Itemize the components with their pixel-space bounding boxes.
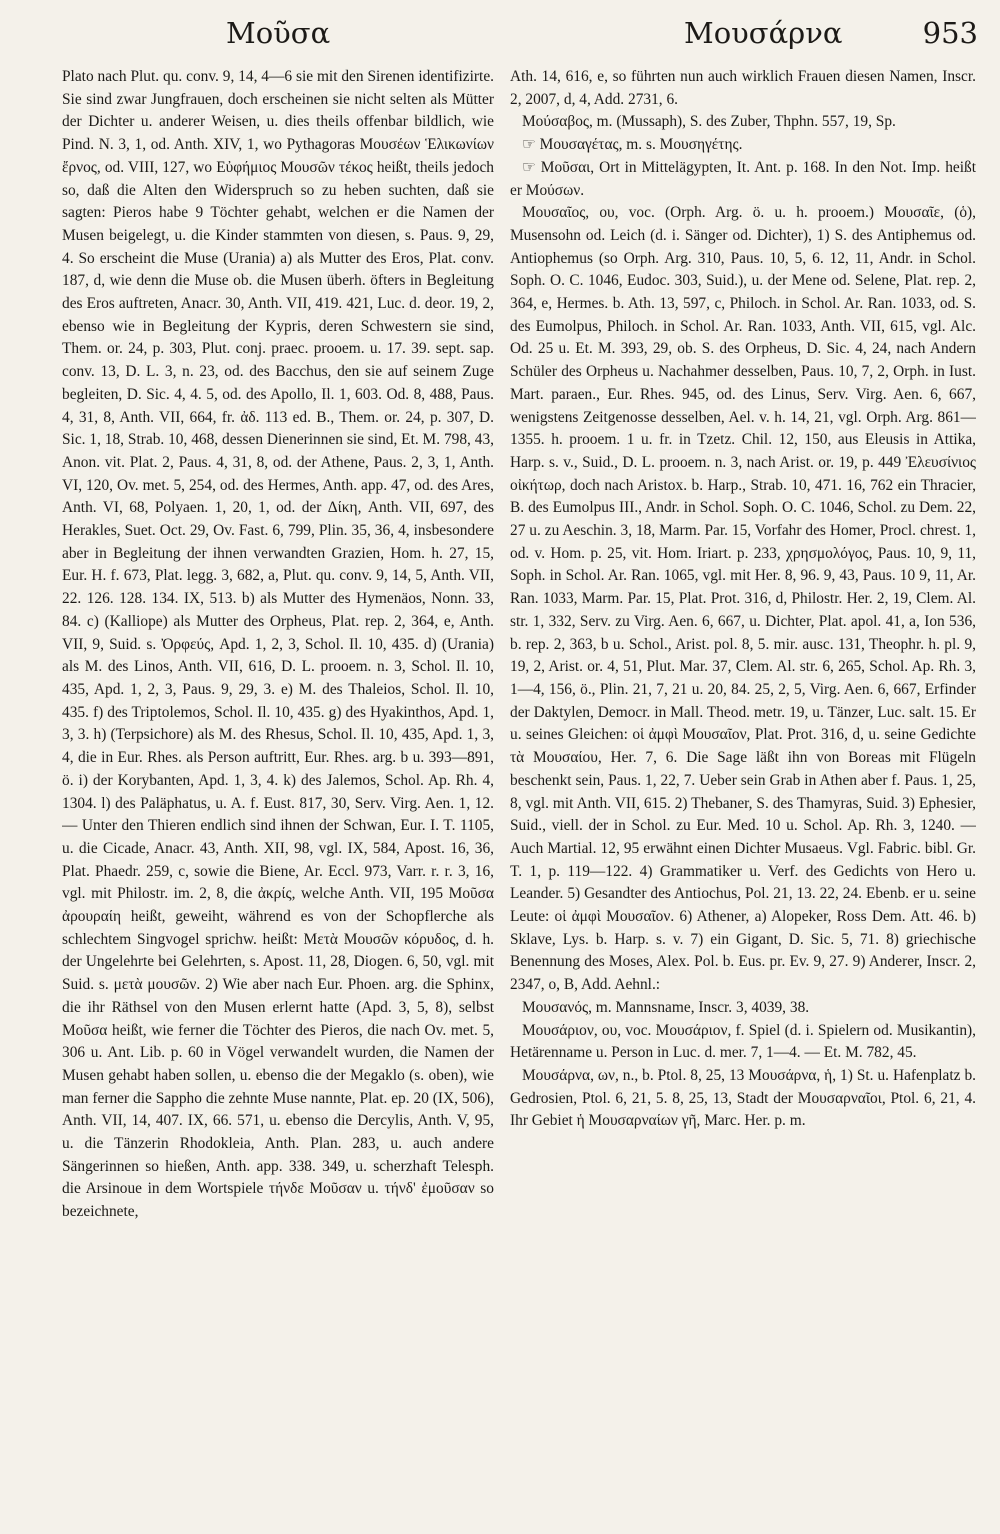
page-header [0, 12, 1000, 64]
running-head-right: Μουσάρνα [684, 16, 843, 50]
right-column [510, 66, 976, 1526]
entry-mousabos: Μούσαβος, m. (Mussaph), S. des Zuber, Thphn. 557, 19, Sp. [522, 113, 896, 131]
entry-mousarion: Μουσάριον, ου, voc. Μουσάριον, f. Spiel (d. i. Spielern od. Musikantin), Hetärenname u. Person in Luc. d. mer. 7, 1—4. — Et. M. 782, 45. [510, 1021, 976, 1062]
entry-continuation: Ath. 14, 616, e, so führten nun auch wirklich Frauen diesen Namen, Inscr. 2, 2007, d, 4, Add. 2731, 6. [510, 68, 976, 108]
running-head-left: Μοῦσα [226, 16, 331, 50]
entry-text: Plato nach Plut. qu. conv. 9, 14, 4—6 sie mit den Sirenen identifizirte. Sie sind zwar Jungfrauen, doch erscheinen sie nicht selten als Mütter der Dichter u. anderer Weisen, u. dies theils offenbar bildlich, wie Pind. N. 3, 1, od. Anth. XIV, 1, wo Pythagoras Μουσέων Ἑλικωνίων ἔρνος, od. VIII, 127, wo Εὐφήμιος Μουσῶν τέκος heißt, theils jedoch so, daß die Alten den Widerspruch so zu heben suchten, daß sie sagten: Pieros habe 9 Töchter gehabt, welchen er die Namen der Musen beigelegt, u. die Kinder stammten von diesen, s. Paus. 9, 29, 4. So erscheint die Muse (Urania) a) als Mutter des Eros, Plat. conv. 187, d, wie denn die Muse ob. die Musen überh. öfters in Begleitung des Eros auftreten, Anacr. 30, Anth. VII, 419. 421, Luc. d. deor. 19, 2, ebenso wie in Begleitung der Kypris, deren Schwestern sie sind, Them. or. 24, p. 303, Plut. conj. praec. prooem. u. 17. 39. sept. sap. conv. 13, D. L. 3, n. 23, od. des Bacchus, den sie auf seinem Zuge begleiten, D. Sic. 4, 4. 5, od. des Apollo, Il. 1, 603. Od. 8, 488, Paus. 4, 31, 8, Anth. VII, 664, fr. ἀδ. 113 ed. B., Them. or. 24, p. 307, D. Sic. 1, 18, Strab. 10, 468, dessen Dienerinnen sie sind, Et. M. 798, 43, Anon. vit. Plat. 2, Paus. 4, 31, 8, od. der Athene, Paus. 2, 3, 1, Anth. VI, 120, Ov. met. 5, 254, od. des Hermes, Anth. app. 47, od. des Ares, Anth. VI, 68, Polyaen. 1, 20, 1, od. der Δίκη, Anth. VII, 697, des Herakles, Suet. Oct. 29, Ov. Fast. 6, 799, Plin. 35, 36, 4, insbesondere aber in Begleitung der ihnen verwandten Grazien, Hom. h. 27, 15, Eur. H. f. 673, Plat. legg. 3, 682, a, Plut. qu. conv. 9, 14, 5, Anth. VII, 22. 126. 128. 134. IX, 513. b) als Mutter des Hymenäos, Nonn. 33, 84. c) (Kalliope) als Mutter des Orpheus, Plat. rep. 2, 364, e, Anth. VII, 9, Suid. s. Ὀρφεύς, Apd. 1, 2, 3, Schol. Il. 10, 435. d) (Urania) als M. des Linos, Anth. VII, 616, D. L. prooem. n. 3, Schol. Il. 10, 435, Apd. 1, 2, 3, Paus. 9, 29, 3. e) M. des Thaleios, Schol. Il. 10, 435. f) des Triptolemos, Schol. Il. 10, 435. g) des Hyakinthos, Apd. 1, 3, 3. h) (Terpsichore) als M. des Rhesus, Schol. Il. 10, 435, Apd. 1, 3, 4, die in Eur. Rhes. als Person auftritt, Eur. Rhes. arg. b u. 393—891, ö. i) der Korybanten, Apd. 1, 3, 4. k) des Jalemos, Schol. Ap. Rh. 4, 1304. l) des Paläphatus, u. A. f. Eust. 817, 30, Serv. Virg. Aen. 1, 12. — Unter den Thieren endlich sind ihnen der Schwan, Eur. I. T. 1105, u. die Cicade, Anacr. 43, Anth. XII, 98, vgl. IX, 584, Apost. 16, 36, Plat. Phaedr. 259, c, sowie die Biene, Ar. Eccl. 973, Varr. r. r. 3, 16, vgl. mit Philostr. im. 2, 8, die ἀκρίς, welche Anth. VII, 195 Μοῦσα ἀρουραίη heißt, geweiht, während es von der Schopflerche als schlechtem Singvogel sprichw. heißt: Μετὰ Μουσῶν κόρυδος, d. h. der Ungelehrte bei Gelehrten, s. Apost. 11, 28, Diogen. 6, 50, vgl. mit Suid. s. μετὰ μουσῶν. 2) Wie aber nach Eur. Phoen. arg. die Sphinx, die ihr Räthsel von den Musen erlernt hatte (Apd. 3, 5, 8), selbst Μοῦσα heißt, wie ferner die Töchter des Pieros, die nach Ov. met. 5, 306 u. Ant. Lib. p. 60 in Vögel verwandelt wurden, die Namen der Musen gehabt haben sollen, u. ebenso die der Megaklo (s. oben), wie man ferner die Sappho die zehnte Muse nannte, Plat. ep. 20 (IX, 506), Anth. VII, 14, 407. IX, 66. 571, u. ebenso die Dercylis, Anth. V, 95, u. die Tänzerin Rhodokleia, Anth. Plan. 283, u. auch andere Sängerinnen so hießen, Anth. app. 338. 349, u. scherzhaft Telesph. die Arsinoue in dem Wortspiele τήνδε Μοῦσαν u. τήνδ' ἐμοῦσαν so bezeichnete, [62, 68, 494, 1221]
entry-mousagetas: ☞ Μουσαγέτας, m. s. Μουσηγέτης. [522, 136, 743, 154]
entry-mousai: ☞ Μοῦσαι, Ort in Mittelägypten, It. Ant. p. 168. In den Not. Imp. heißt er Μούσων. [510, 158, 976, 199]
entry-mousarna: Μουσάρνα, ων, n., b. Ptol. 8, 25, 13 Μουσάρνα, ἡ, 1) St. u. Hafenplatz b. Gedrosien, Ptol. 6, 21, 5. 8, 25, 13, Stadt der Μουσαρναῖοι, Ptol. 6, 21, 4. Ihr Gebiet ἡ Μουσαρναίων γῆ, Marc. Her. p. m. [510, 1066, 976, 1130]
left-column [62, 66, 494, 1526]
entry-mousaios: Μουσαῖος, ου, voc. (Orph. Arg. ö. u. h. prooem.) Μουσαῖε, (ὁ), Musensohn od. Leich (d. i. Sänger od. Dichter), 1) S. des Antiphemus od. Antiophemus (so Orph. Arg. 310, Paus. 10, 5, 6. 12, 11, Andr. in Schol. Soph. O. C. 1046, Eudoc. 303, Suid.), u. der Mene od. Selene, Plat. rep. 2, 364, e, Hermes. b. Ath. 13, 597, c, Philoch. in Schol. Ar. Ran. 1033, od. S. des Eumolpus, Philoch. in Schol. Ar. Ran. 1033, Anth. VII, 615, vgl. Alc. Od. 25 u. Et. M. 393, 29, ob. S. des Orpheus, D. Sic. 4, 24, nach Andern Schüler des Orpheus u. Nachahmer desselben, Paus. 10, 7, 2, Orph. in Iust. Mart. paraen., Eur. Rhes. 945, od. des Linus, Serv. Virg. Aen. 6, 667, wenigstens Zeitgenosse desselben, Ael. v. h. 14, 21, vgl. Orph. Arg. 861—1355. h. prooem. 1 u. fr. in Tzetz. Chil. 12, 150, aus Eleusis in Attika, Harp. s. v., Suid., D. L. prooem. n. 3, nach Arist. or. 19, p. 449 Ἐλευσίνιος οἰκήτωρ, doch nach Aristox. b. Harp., Strab. 10, 471. 16, 762 ein Thracier, B. des Eumolpus III., Andr. in Schol. Soph. O. C. 1046, Schol. zu Dem. 22, 27 u. zu Aeschin. 3, 18, Marm. Par. 15, Vorfahr des Homer, Procl. chrest. 1, od. v. Hom. p. 25, vit. Hom. Iriart. p. 233, χρησμολόγος, Paus. 10, 9, 11, Soph. in Schol. Ar. Ran. 1065, vgl. mit Her. 8, 96. 9, 43, Paus. 10 9, 11, Ar. Ran. 1033, Marm. Par. 15, Plat. Prot. 316, d, Philostr. Her. 2, 19, Clem. Al. str. 1, 332, Serv. zu Virg. Aen. 6, 667, u. Dichter, Plat. apol. 41, a, Ion 536, b. rep. 2, 363, b u. Schol., Arist. pol. 8, 5. mir. ausc. 131, Theophr. h. pl. 9, 19, 2, Arist. or. 4, 51, Plut. Mar. 37, Clem. Al. str. 6, 265, Schol. Ap. Rh. 3, 1—4, 156, ö., Plin. 21, 7, 21 u. 20, 84. 25, 2, 5, Virg. Aen. 6, 667, Erfinder der Daktylen, Democr. in Mall. Theod. metr. 19, u. Tänzer, Luc. salt. 15. Er u. seines Gleichen: οἱ ἀμφὶ Μουσαῖον, Plat. Prot. 316, d, u. seine Gedichte τὰ Μουσαίου, Her. 7, 6. Die Sage läßt ihn von Boreas mit Flügeln beschenkt sein, Paus. 1, 22, 7. Ueber sein Grab in Athen aber f. Paus. 1, 25, 8, vgl. mit Anth. VII, 615. 2) Thebaner, S. des Thamyras, Suid. 3) Ephesier, Suid., viell. der in Schol. zu Eur. Med. 10 u. Schol. Ap. Rh. 3, 1240. — Auch Martial. 12, 95 erwähnt einen Dichter Musaeus. Vgl. Fabric. bibl. Gr. T. 1, p. 119—122. 4) Grammatiker u. Verf. des Gedichts von Hero u. Leander. 5) Gesandter des Antiochus, Pol. 21, 13. 22, 24. Ebenb. er u. seine Leute: οἱ ἀμφὶ Μουσαῖον. 6) Athener, a) Alopeker, Ross Dem. Att. 46. b) Sklave, Lys. b. Harp. s. v. 7) ein Gigant, D. Sic. 5, 71. 8) griechische Benennung des Moses, Alex. Pol. b. Eus. pr. Ev. 9, 27. 9) Anderer, Inscr. 2, 2347, o, B, Add. Aehnl.: [510, 204, 976, 994]
page-number: 953 [922, 16, 978, 50]
entry-mousanos: Μουσανός, m. Mannsname, Inscr. 3, 4039, 38. [522, 998, 810, 1016]
